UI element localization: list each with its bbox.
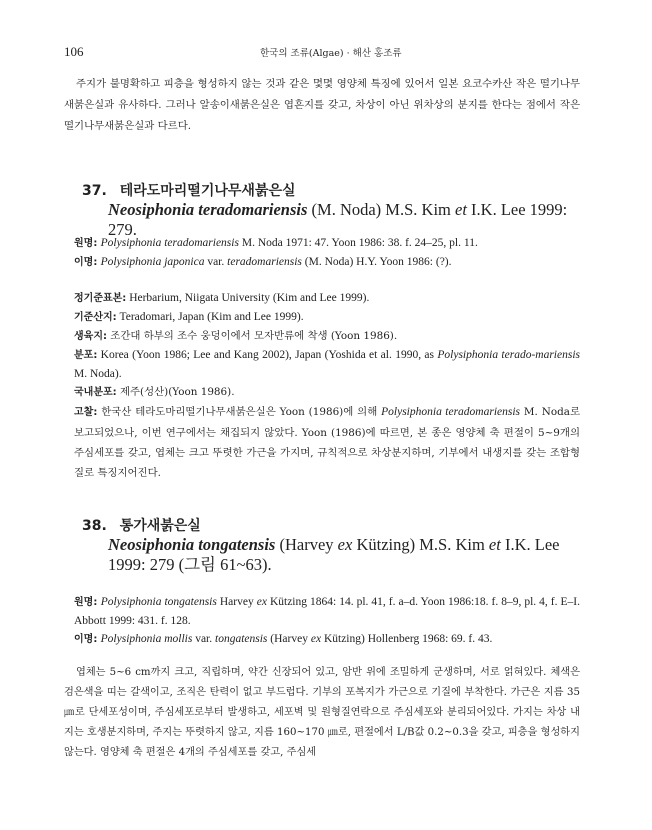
basionym-name: Polysiphonia tongatensis: [100, 596, 217, 608]
synonym-label: 이명:: [74, 257, 98, 268]
species-37-basionym: [74, 234, 580, 253]
basionym-reference-a: Harvey: [216, 596, 257, 608]
type-locality-line: [74, 308, 580, 327]
species-38-scientific-name: [108, 535, 578, 575]
intro-paragraph: [64, 74, 580, 137]
species-38-et: et: [488, 535, 501, 554]
distribution-species: Polysiphonia terado-mariensis: [437, 349, 580, 361]
species-38-binomial: Neosiphonia tongatensis: [108, 535, 276, 554]
synonym-var: var.: [192, 633, 216, 645]
species-38-basionym: [74, 593, 580, 630]
synonym-epithet: tongatensis: [215, 633, 268, 645]
synonym-name: Polysiphonia mollis: [100, 633, 193, 645]
basionym-reference: M. Noda 1971: 47. Yoon 1986: 38. f. 24–25, pl. 11.: [238, 237, 478, 249]
synonym-ex: ex: [310, 633, 322, 645]
basionym-reference-b: Kützing 1864: 14. pl. 41, f. a–d. Yoon 1986:18. f. 8–9, pl. 4, f. E–I. Abbott 1999: 431. f. 128.: [74, 596, 580, 627]
species-37-details: [74, 289, 580, 483]
page-number: 106: [64, 44, 84, 59]
korean-distribution-label: 국내분포:: [74, 387, 117, 398]
remarks-text-a: 한국산 테라도마리떨기나무새붉은실은 Yoon (1986)에 의해: [97, 406, 382, 418]
lectotype-line: [74, 289, 580, 308]
lectotype-label: 정기준표본:: [74, 293, 127, 304]
basionym-ex: ex: [256, 596, 267, 608]
species-38-ex: ex: [337, 535, 353, 554]
remarks-species: Polysiphonia teradomariensis: [381, 406, 521, 418]
species-37-nomenclature: [74, 234, 580, 272]
species-38-sci-line-1: [108, 535, 578, 555]
distribution-text-b: M. Noda).: [74, 368, 122, 380]
habitat-line: [74, 327, 580, 346]
korean-distribution-text: 제주(성산)(Yoon 1986).: [116, 386, 235, 398]
species-37-heading: [82, 180, 296, 200]
running-title: 한국의 조류(Algae) · 해산 홍조류: [260, 48, 402, 59]
korean-distribution-line: [74, 383, 580, 402]
species-38-description: [64, 663, 580, 763]
species-38-author-b: Kützing) M.S. Kim: [352, 535, 489, 554]
habitat-label: 생육지:: [74, 331, 107, 342]
distribution-label: 분포:: [74, 350, 98, 361]
distribution-text-a: Korea (Yoon 1986; Lee and Kang 2002), Japan (Yoshida et al. 1990, as: [97, 349, 438, 361]
remarks-label: 고찰:: [74, 407, 98, 418]
species-38-korean-name: 통가새붉은실: [119, 518, 201, 534]
species-38-synonym: [74, 630, 580, 649]
intro-text: 주지가 불명확하고 피층을 형성하지 않는 것과 같은 몇몇 영양체 특징에 있어서 일본 요코수카산 작은 떨기나무새붉은실과 유사하다. 그러나 알송이새붉은실은 엽흔지를 갖고, 차상이 아닌 위차상의 분지를 한다는 점에서 작은떨기나무새붉은실과 다르다.: [64, 78, 580, 132]
species-37-author-a: (M. Noda) M.S. Kim: [307, 200, 455, 219]
synonym-reference: (M. Noda) H.Y. Yoon 1986: (?).: [301, 256, 452, 268]
synonym-reference-a: (Harvey: [267, 633, 311, 645]
species-38-author-a: (Harvey: [275, 535, 338, 554]
lectotype-text: Herbarium, Niigata University (Kim and Lee 1999).: [126, 292, 370, 304]
synonym-name: Polysiphonia japonica: [100, 256, 205, 268]
synonym-reference-b: Kützing) Hollenberg 1968: 69. f. 43.: [321, 633, 493, 645]
species-38-number: 38.: [82, 518, 107, 534]
description-text: 엽체는 5~6 cm까지 크고, 직립하며, 약간 신장되어 있고, 암반 위에 조밀하게 군생하며, 서로 얽혀있다. 체색은 검은색을 띠는 갈색이고, 조직은 탄력이 없고 부드럽다. 기부의 포복지가 가근으로 기질에 부착한다. 가근은 지름 35 ㎛로 단세포성이며, 주심세포로부터 발생하고, 세포벽 및 원형질연락으로 주심세포와 분리되어있다. 가지는 차상 내지는 호생분지하며, 주지는 뚜렷하지 않고, 지름 160~170 ㎛로, 편절에서 L/B값 0.2~0.3을 갖고, 피층을 형성하지 않는다. 영양체 축 편절은 4개의 주심세포를 갖고, 주심세: [64, 667, 580, 758]
species-37-binomial: Neosiphonia teradomariensis: [108, 200, 308, 219]
page-header: [64, 44, 582, 60]
species-37-number: 37.: [82, 183, 107, 199]
species-38-heading: [82, 515, 201, 535]
remarks-paragraph: [74, 402, 580, 483]
distribution-line: [74, 346, 580, 383]
remarks-text-b: M. Noda로 보고되었으나, 이번 연구에서는 채집되지 않았다. Yoon (1986)에 따르면, 본 종은 영양체 축 편절이 5~9개의 주심세포를 갖고, 엽체는 크고 뚜렷한 가근을 가지며, 규칙적으로 차상분지하며, 기부에서 내생지를 갖는 조합형질로 특징지어진다.: [74, 406, 580, 479]
species-38-nomenclature: [74, 593, 580, 649]
synonym-var: var.: [204, 256, 228, 268]
habitat-text: 조간대 하부의 조수 웅덩이에서 모자반류에 착생 (Yoon 1986).: [106, 330, 398, 342]
species-37-korean-name: 테라도마리떨기나무새붉은실: [119, 183, 296, 199]
species-38-author-c: I.K. Lee: [500, 535, 560, 554]
synonym-epithet: teradomariensis: [227, 256, 302, 268]
synonym-label: 이명:: [74, 634, 98, 645]
species-38-sci-line-2: 1999: 279 (그림 61~63).: [108, 555, 272, 574]
basionym-label: 원명:: [74, 597, 98, 608]
species-37-et: et: [455, 200, 467, 219]
basionym-name: Polysiphonia teradomariensis: [100, 237, 239, 249]
species-37-synonym: [74, 253, 580, 272]
basionym-label: 원명:: [74, 238, 98, 249]
type-locality-text: Teradomari, Japan (Kim and Lee 1999).: [116, 311, 304, 323]
species-37-author-b: I.K. Lee 1999: 279.: [108, 200, 568, 239]
type-locality-label: 기준산지:: [74, 312, 117, 323]
